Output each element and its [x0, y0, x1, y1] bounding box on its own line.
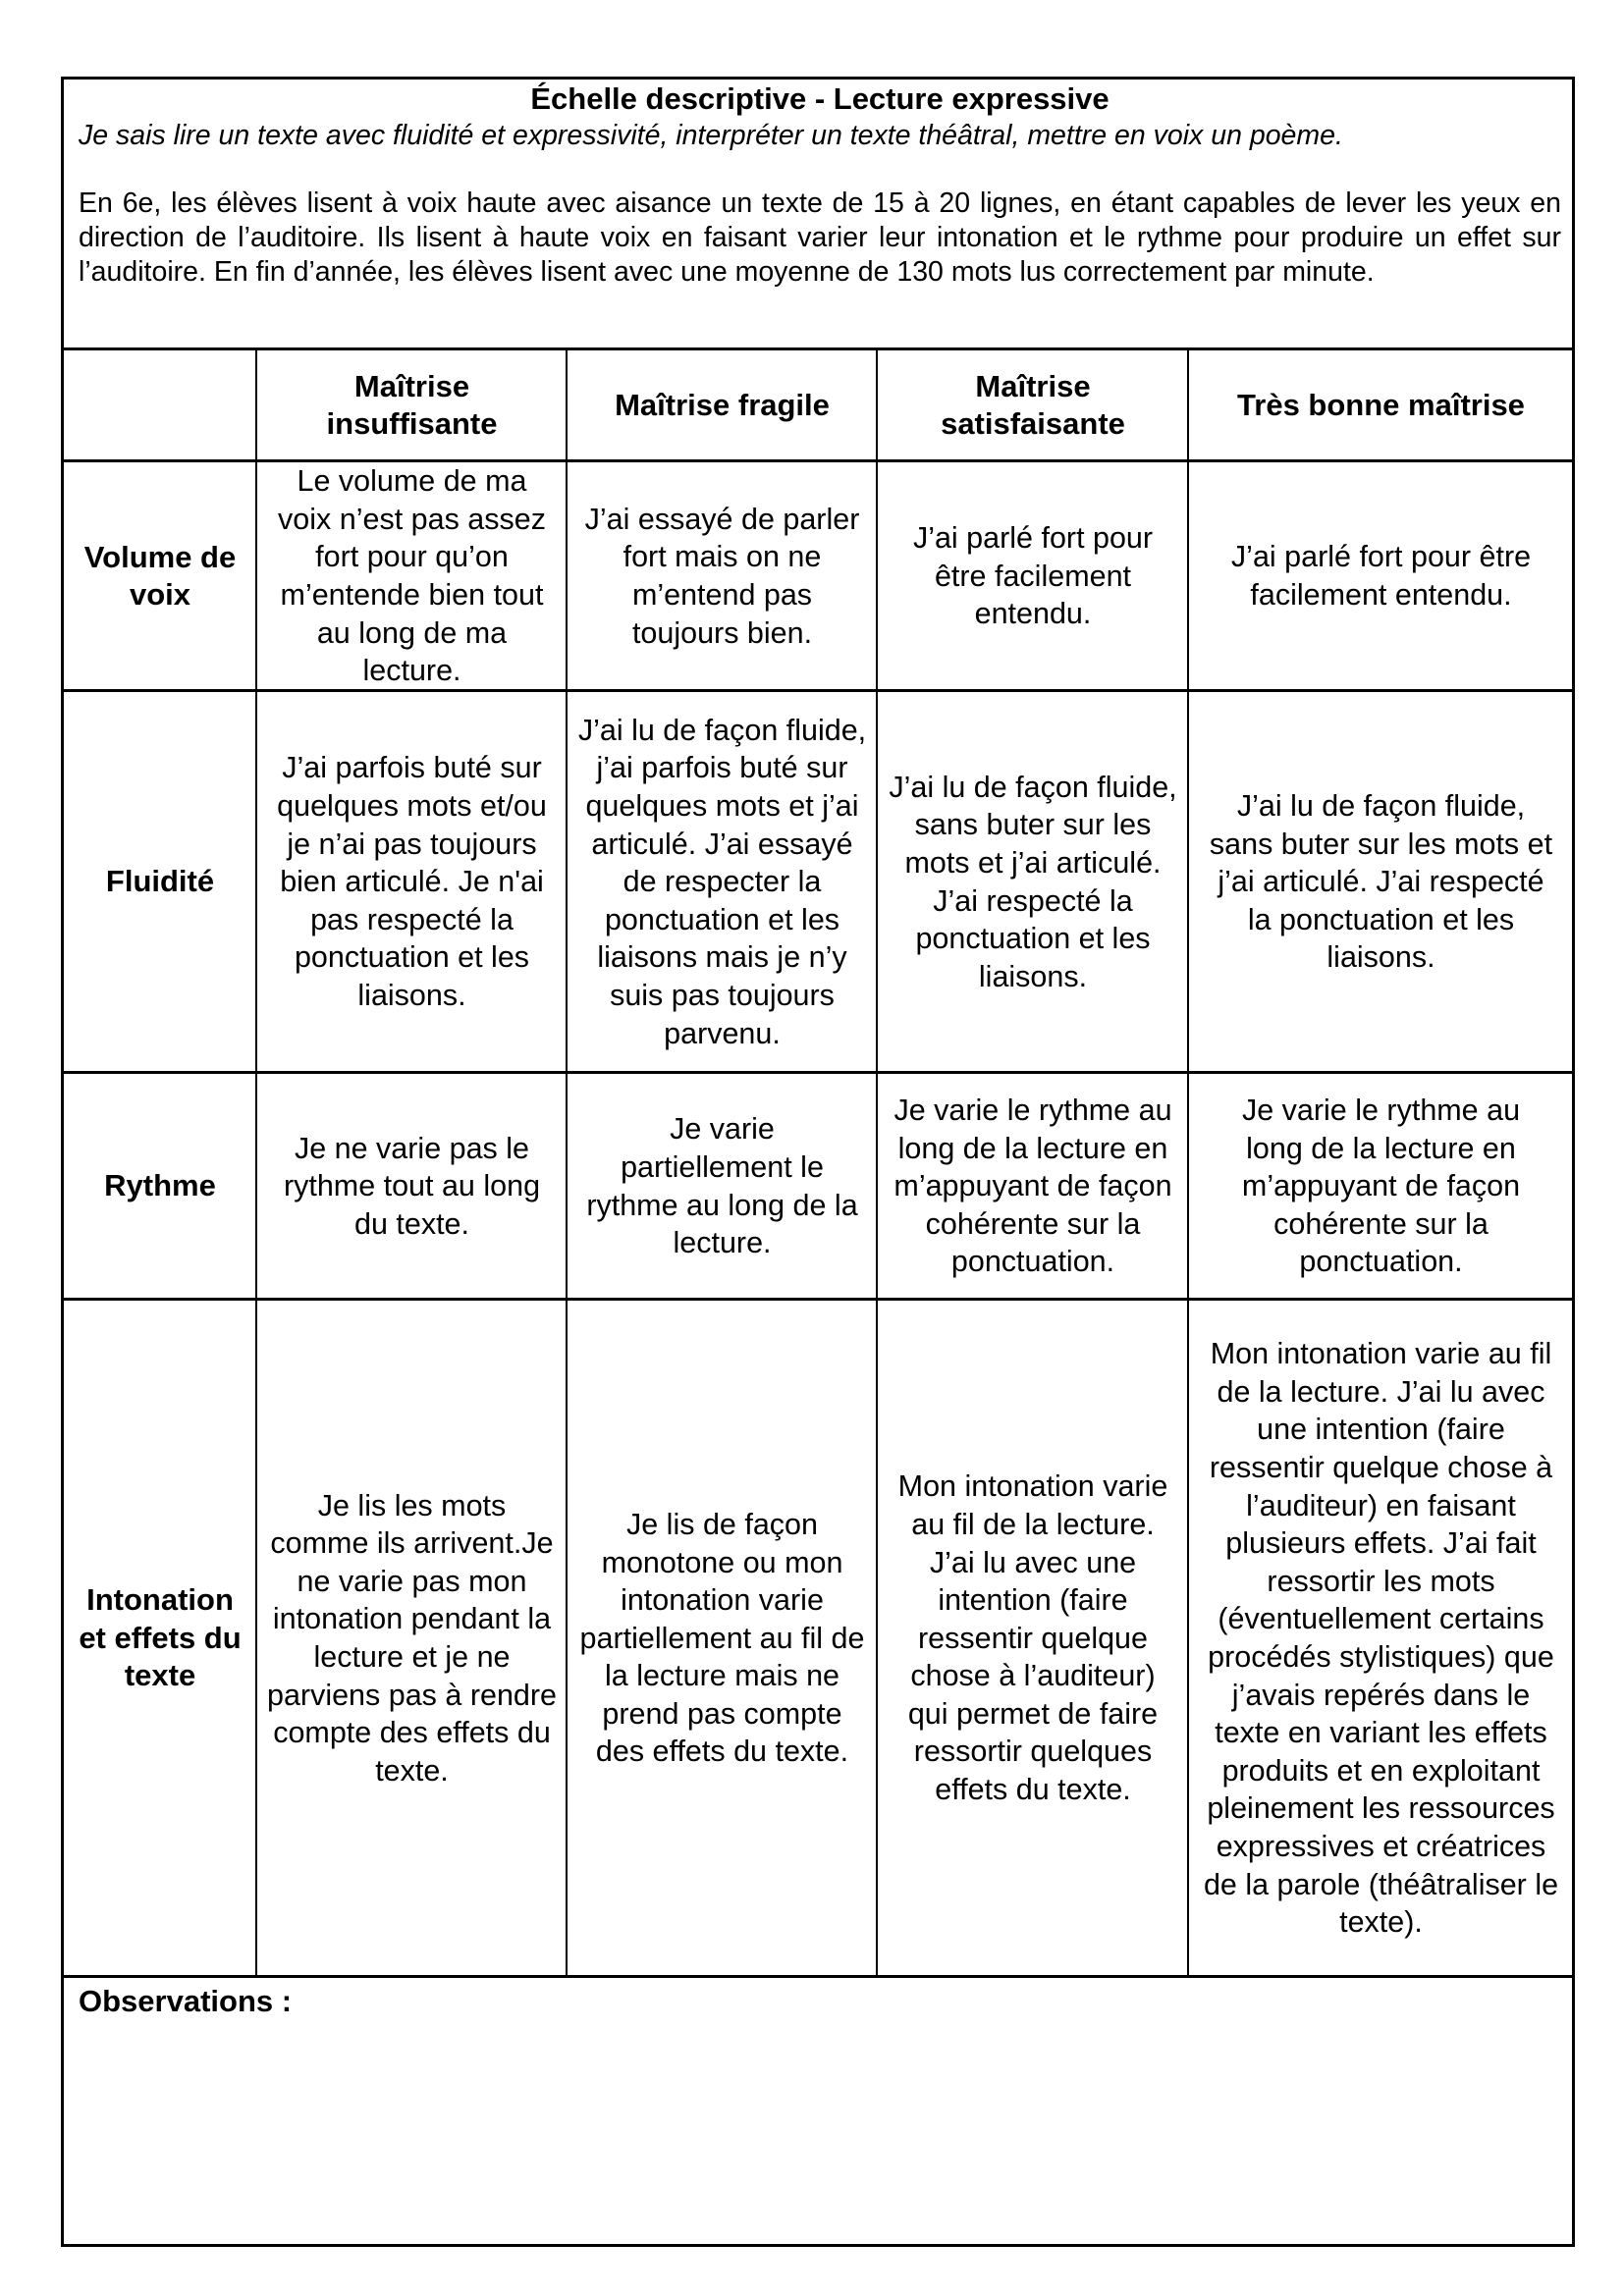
column-header-label: Très bonne maîtrise — [1237, 387, 1525, 422]
table-cell — [1189, 462, 1573, 690]
document-title: Échelle descriptive - Lecture expressive — [530, 81, 1110, 116]
table-cell — [878, 462, 1188, 690]
column-header-insufficient — [257, 350, 567, 460]
cell-text: Je varie partiellement le rythme au long de la lecture. — [586, 1112, 858, 1260]
row-label-text: Volume de voix — [83, 539, 237, 612]
document-subtitle: Je sais lire un texte avec fluidité et expressivité, interpréter un texte théâtral, mettre en voix un poème. — [79, 120, 1343, 151]
cell-text: Je varie le rythme au long de la lecture en m’appuyant de façon cohérente sur la ponctuation. — [1241, 1094, 1521, 1279]
observations-label: Observations : — [79, 1984, 293, 2018]
table-cell — [257, 1301, 567, 1976]
row-label-text: Rythme — [104, 1168, 216, 1203]
cell-text: J’ai essayé de parler fort mais on ne m’entend pas toujours bien. — [584, 502, 860, 650]
rubric-intro — [79, 79, 1561, 290]
cell-text: J’ai parlé fort pour être facilement entendu. — [912, 521, 1154, 631]
cell-text: J’ai parlé fort pour être facilement entendu. — [1230, 540, 1532, 612]
cell-text: Mon intonation varie au fil de la lecture. J’ai lu avec une intention (faire ressentir quelque chose à l’auditeur) en faisant plusieurs effets. J’ai fait ressortir les mots (éventuellement certains procédés stylistiques) que j’avais repérés dans le texte en variant les effets produits et en exploitant pleinement les ressources expressives et créatrices de la parole (théâtraliser le texte). — [1203, 1337, 1559, 1940]
cell-text: J’ai parfois buté sur quelques mots et/ou je n’ai pas toujours bien articulé. Je n'ai pas respecté la ponctuation et les liaisons. — [277, 751, 547, 1012]
row-label-intonation — [64, 1301, 256, 1976]
table-cell — [1189, 1074, 1573, 1299]
cell-text: Le volume de ma voix n’est pas assez fort pour qu’on m’entende bien tout au long de ma lecture. — [278, 464, 546, 688]
row-label-rhythm — [64, 1074, 256, 1299]
observations-field[interactable] — [64, 2022, 1572, 2244]
cell-text: Mon intonation varie au fil de la lecture. J’ai lu avec une intention (faire ressentir quelque chose à l’auditeur) qui permet de faire ressortir quelques effets du texte. — [897, 1469, 1168, 1807]
table-cell — [878, 1074, 1188, 1299]
cell-text: Je lis de façon monotone ou mon intonation varie partiellement au fil de la lecture mais ne prend pas compte des effets du texte. — [579, 1507, 865, 1769]
cell-text: J’ai lu de façon fluide, sans buter sur les mots et j’ai articulé. J’ai respecté la ponctuation et les liaisons. — [889, 770, 1177, 993]
row-label-fluency — [64, 692, 256, 1072]
cell-text: Je varie le rythme au long de la lecture en m’appuyant de façon cohérente sur la ponctuation. — [893, 1094, 1172, 1279]
column-header-label: Maîtrise insuffisante — [326, 368, 498, 441]
row-label-text: Fluidité — [105, 864, 215, 899]
row-label-text: Intonation et effets du texte — [79, 1582, 242, 1693]
table-cell — [1189, 692, 1573, 1072]
column-header-fragile — [568, 350, 877, 460]
table-cell — [878, 692, 1188, 1072]
table-cell — [568, 1074, 877, 1299]
cell-text: Je lis les mots comme ils arrivent.Je ne varie pas mon intonation pendant la lecture et je ne parviens pas à rendre compte des effets du texte. — [266, 1488, 557, 1788]
table-cell — [257, 1074, 567, 1299]
table-cell — [568, 1301, 877, 1976]
table-cell — [257, 692, 567, 1072]
table-cell — [568, 692, 877, 1072]
column-header-satisfactory — [878, 350, 1188, 460]
table-cell — [568, 462, 877, 690]
cell-text: J’ai lu de façon fluide, sans buter sur les mots et j’ai articulé. J’ai respecté la ponctuation et les liaisons. — [1209, 789, 1553, 975]
table-cell — [878, 1301, 1188, 1976]
cell-text: J’ai lu de façon fluide, j’ai parfois buté sur quelques mots et j’ai articulé. J’ai essayé de respecter la ponctuation et les liaisons mais je n’y suis pas toujours parvenu. — [577, 713, 867, 1050]
row-label-volume — [64, 462, 256, 690]
table-cell — [257, 462, 567, 690]
document-description: En 6e, les élèves lisent à voix haute avec aisance un texte de 15 à 20 lignes, en étant capables de lever les yeux en direction de l’auditoire. Ils lisent à haute voix en faisant varier leur intonation et le rythme pour produire un effet sur l’auditoire. En fin d’année, les élèves lisent avec une moyenne de 130 mots lus correctement par minute. — [79, 187, 1561, 288]
column-header-label: Maîtrise fragile — [615, 387, 830, 422]
column-header-label: Maîtrise satisfaisante — [941, 368, 1125, 441]
table-cell — [1189, 1301, 1573, 1976]
cell-text: Je ne varie pas le rythme tout au long du texte. — [283, 1131, 541, 1241]
column-header-very-good — [1189, 350, 1573, 460]
